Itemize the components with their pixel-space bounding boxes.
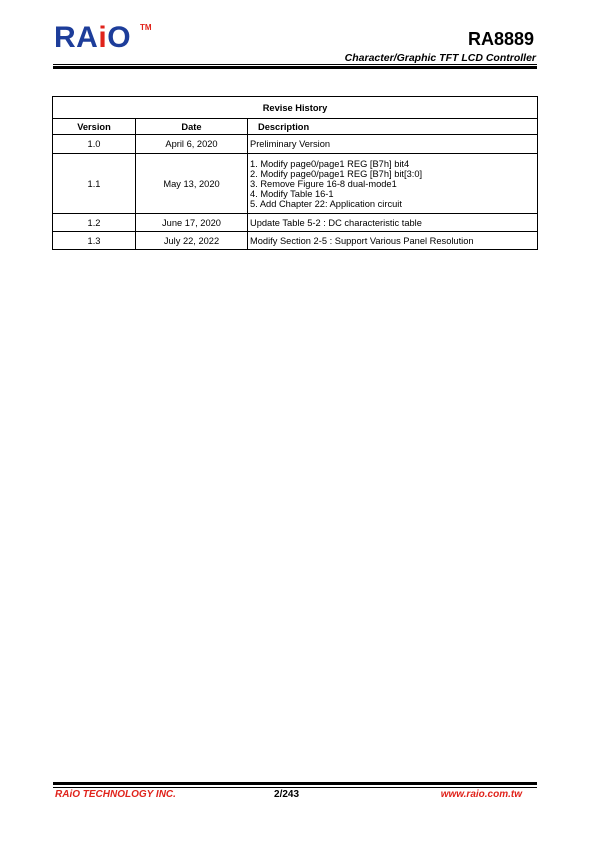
description-line: 4. Modify Table 16-1 [250,188,334,199]
cell-version: 1.3 [53,232,136,250]
header-rule-thin [53,64,537,65]
cell-version: 1.0 [53,135,136,154]
cell-description [248,135,538,154]
table-row [53,214,538,232]
description-line: 1. Modify page0/page1 REG [B7h] bit4 [250,158,410,169]
table-header-row [53,119,538,135]
description-line: 5. Add Chapter 22: Application circuit [250,198,402,209]
column-header-version: Version [53,119,136,135]
page-current: 2 [274,789,280,800]
cell-version: 1.2 [53,214,136,232]
table-title-row [53,97,538,119]
description-line: Preliminary Version [250,139,331,149]
product-name: RA8889 [467,29,534,49]
logo-letter-r: R [54,21,77,54]
table-row [53,154,538,214]
footer-website: www.raio.com.tw [440,789,522,800]
cell-description [248,154,538,214]
logo-letter-i: i [98,21,108,54]
table-row [53,135,538,154]
cell-date: July 22, 2022 [136,232,248,250]
page-total: /243 [279,789,300,800]
description-line: 3. Remove Figure 16-8 dual-mode1 [250,178,397,189]
raio-logo [54,21,152,54]
cell-version: 1.1 [53,154,136,214]
description-line: Modify Section 2-5 : Support Various Panel Resolution [250,235,474,246]
footer-page-number [274,789,299,800]
product-subtitle: Character/Graphic TFT LCD Controller [344,52,536,64]
cell-date: May 13, 2020 [136,154,248,214]
revise-history-table [52,96,538,250]
description-line: Update Table 5-2 : DC characteristic table [250,217,422,228]
footer-rule-thin [53,787,537,788]
header-rule-thick [53,66,537,69]
logo-letter-o: O [107,21,132,54]
description-line: 2. Modify page0/page1 REG [B7h] bit[3:0] [250,168,423,179]
trademark-mark: TM [140,23,152,32]
cell-date: April 6, 2020 [136,135,248,154]
column-header-date: Date [136,119,248,135]
footer-company: RAiO TECHNOLOGY INC. [55,789,176,800]
footer-rule-thick [53,782,537,785]
column-header-description: Description [248,119,538,135]
logo-letter-a: A [76,21,99,54]
table-row [53,232,538,250]
cell-description [248,232,538,250]
cell-description [248,214,538,232]
cell-date: June 17, 2020 [136,214,248,232]
table-title: Revise History [53,97,538,119]
